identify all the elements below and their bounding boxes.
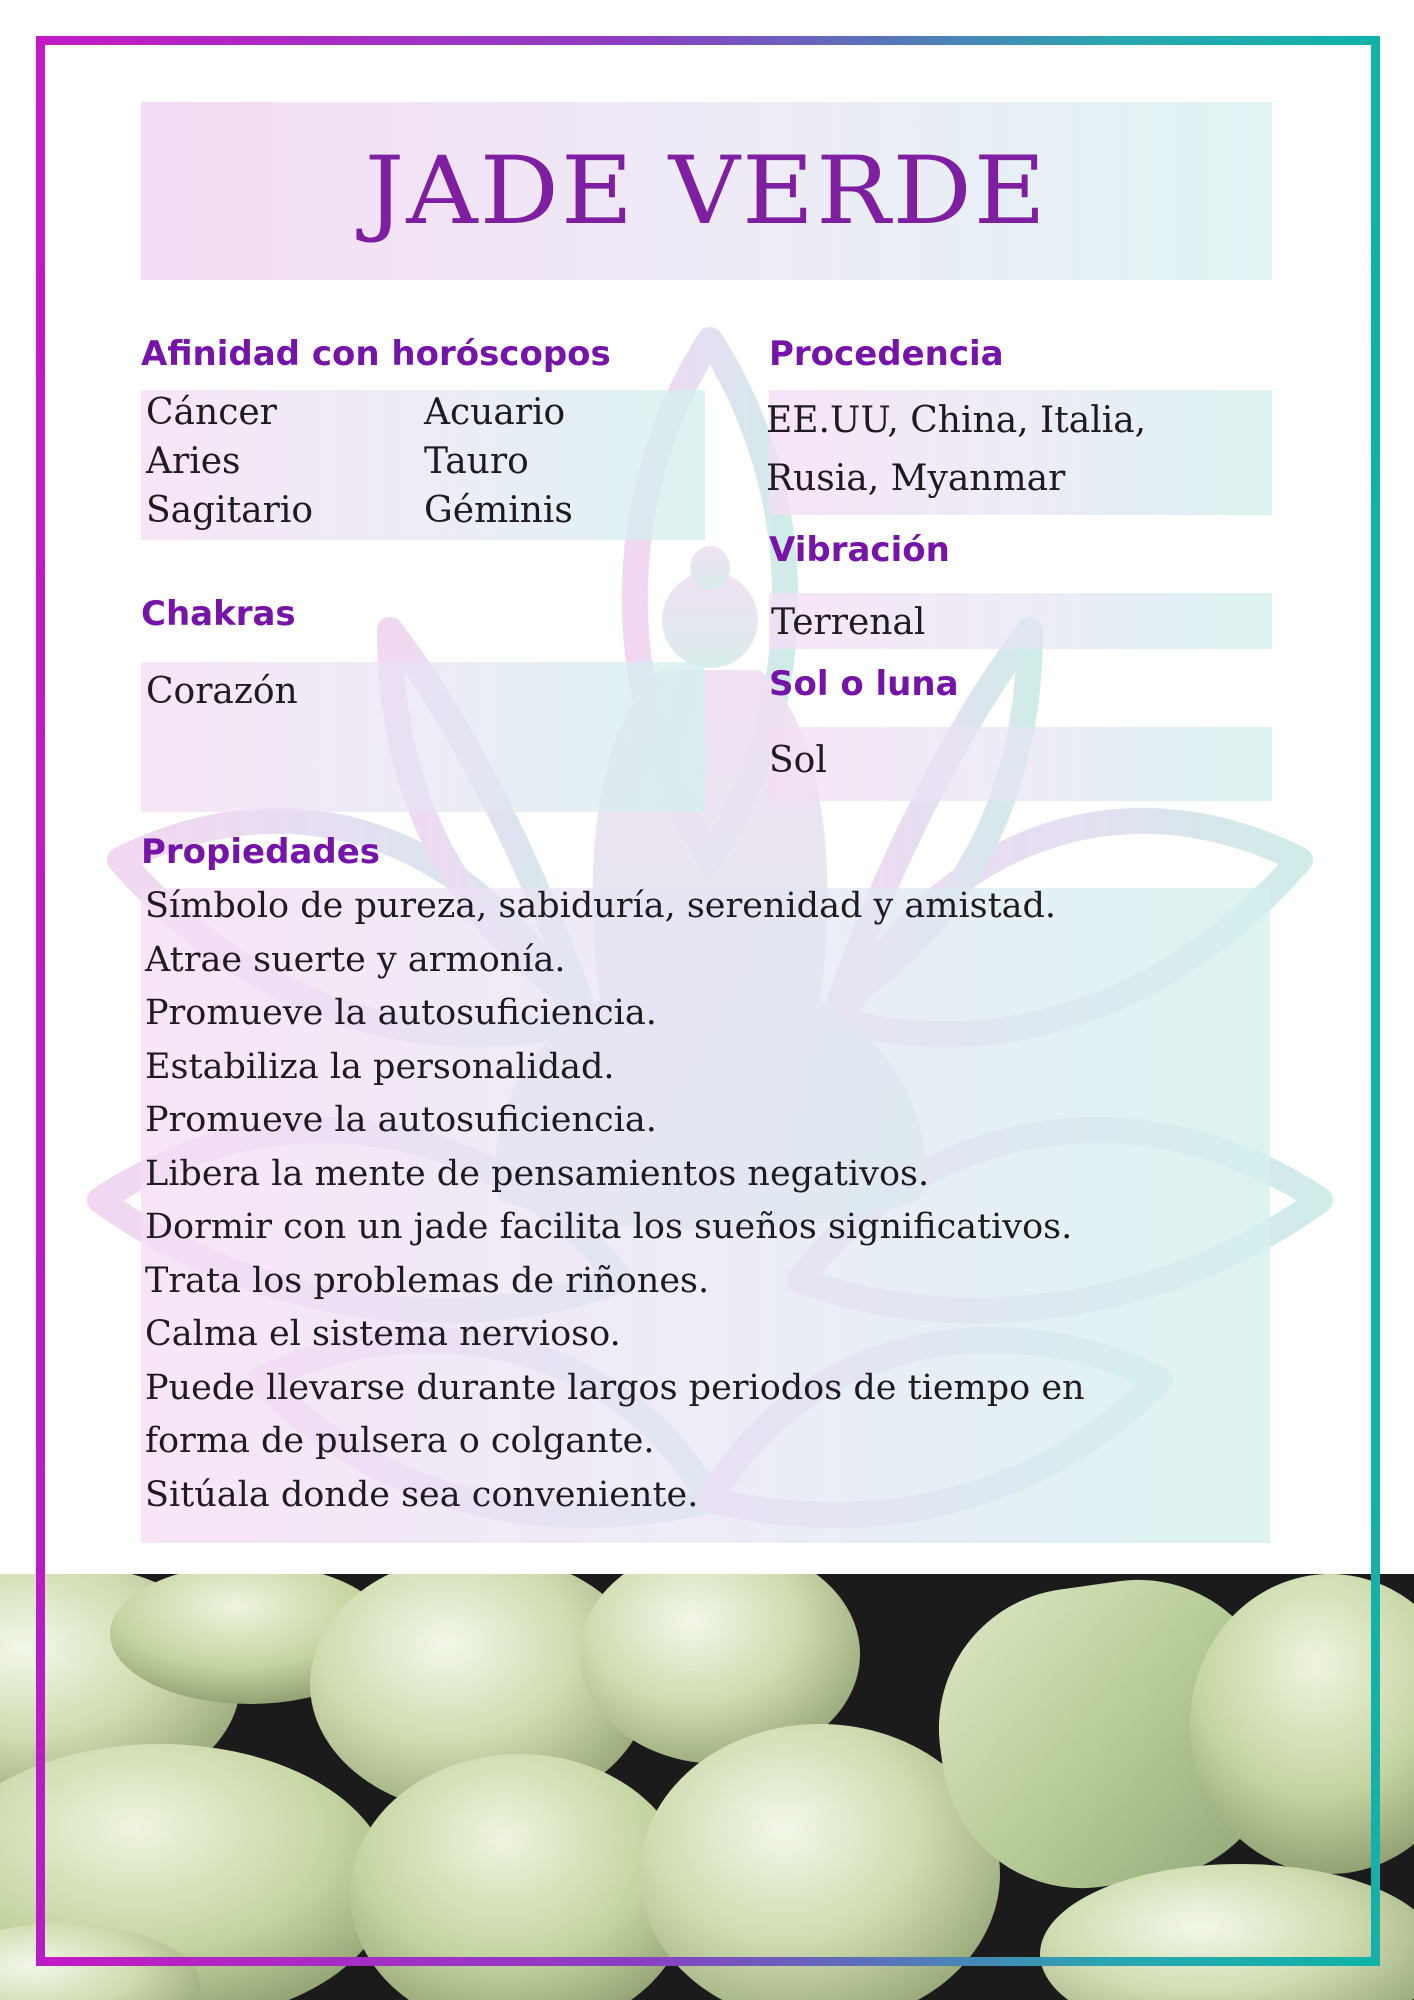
propiedad-item: Símbolo de pureza, sabiduría, serenidad y amistad.: [145, 886, 1057, 926]
sol-luna-value: Sol: [769, 740, 827, 781]
propiedad-item: Promueve la autosuficiencia.: [145, 1100, 657, 1140]
page-title: JADE VERDE: [364, 136, 1049, 246]
chakras-heading: Chakras: [141, 594, 296, 634]
horoscopos-heading: Afinidad con horóscopos: [141, 334, 611, 374]
propiedad-item: Calma el sistema nervioso.: [145, 1314, 621, 1354]
propiedades-list: [145, 880, 1085, 1522]
sol-luna-heading: Sol o luna: [769, 664, 959, 704]
propiedad-item: Libera la mente de pensamientos negativos.: [145, 1153, 930, 1194]
vibracion-value: Terrenal: [771, 602, 926, 643]
horoscope-sign: Aries: [146, 441, 241, 482]
title-banner: [141, 102, 1272, 280]
sol-luna-box: [769, 727, 1272, 801]
frame-left-border: [36, 36, 45, 1966]
propiedades-heading: Propiedades: [141, 832, 381, 872]
horoscope-sign: Tauro: [424, 441, 529, 482]
horoscope-sign: Acuario: [424, 392, 566, 433]
frame-right-border: [1371, 36, 1380, 1966]
horoscope-sign: Géminis: [424, 490, 573, 531]
propiedad-item: forma de pulsera o colgante.: [145, 1421, 655, 1461]
horoscope-sign: Sagitario: [146, 490, 314, 531]
propiedad-item: Atrae suerte y armonía.: [145, 939, 566, 980]
propiedad-item: Puede llevarse durante largos periodos de tiempo en: [145, 1367, 1085, 1408]
propiedad-item: Promueve la autosuficiencia.: [145, 993, 657, 1033]
frame-bottom-border: [36, 1957, 1380, 1966]
frame-top-border: [36, 36, 1380, 45]
procedencia-line: EE.UU, China, Italia,: [766, 400, 1147, 441]
propiedad-item: Dormir con un jade facilita los sueños significativos.: [145, 1207, 1073, 1247]
vibracion-heading: Vibración: [769, 530, 950, 570]
propiedad-item: Sitúala donde sea conveniente.: [145, 1474, 699, 1515]
propiedad-item: Trata los problemas de riñones.: [145, 1260, 710, 1301]
procedencia-line: Rusia, Myanmar: [766, 458, 1066, 499]
propiedad-item: Estabiliza la personalidad.: [145, 1046, 615, 1087]
procedencia-heading: Procedencia: [769, 334, 1004, 374]
horoscope-sign: Cáncer: [146, 392, 277, 433]
jade-stones-photo: [0, 1574, 1414, 2000]
chakras-value: Corazón: [146, 671, 298, 712]
